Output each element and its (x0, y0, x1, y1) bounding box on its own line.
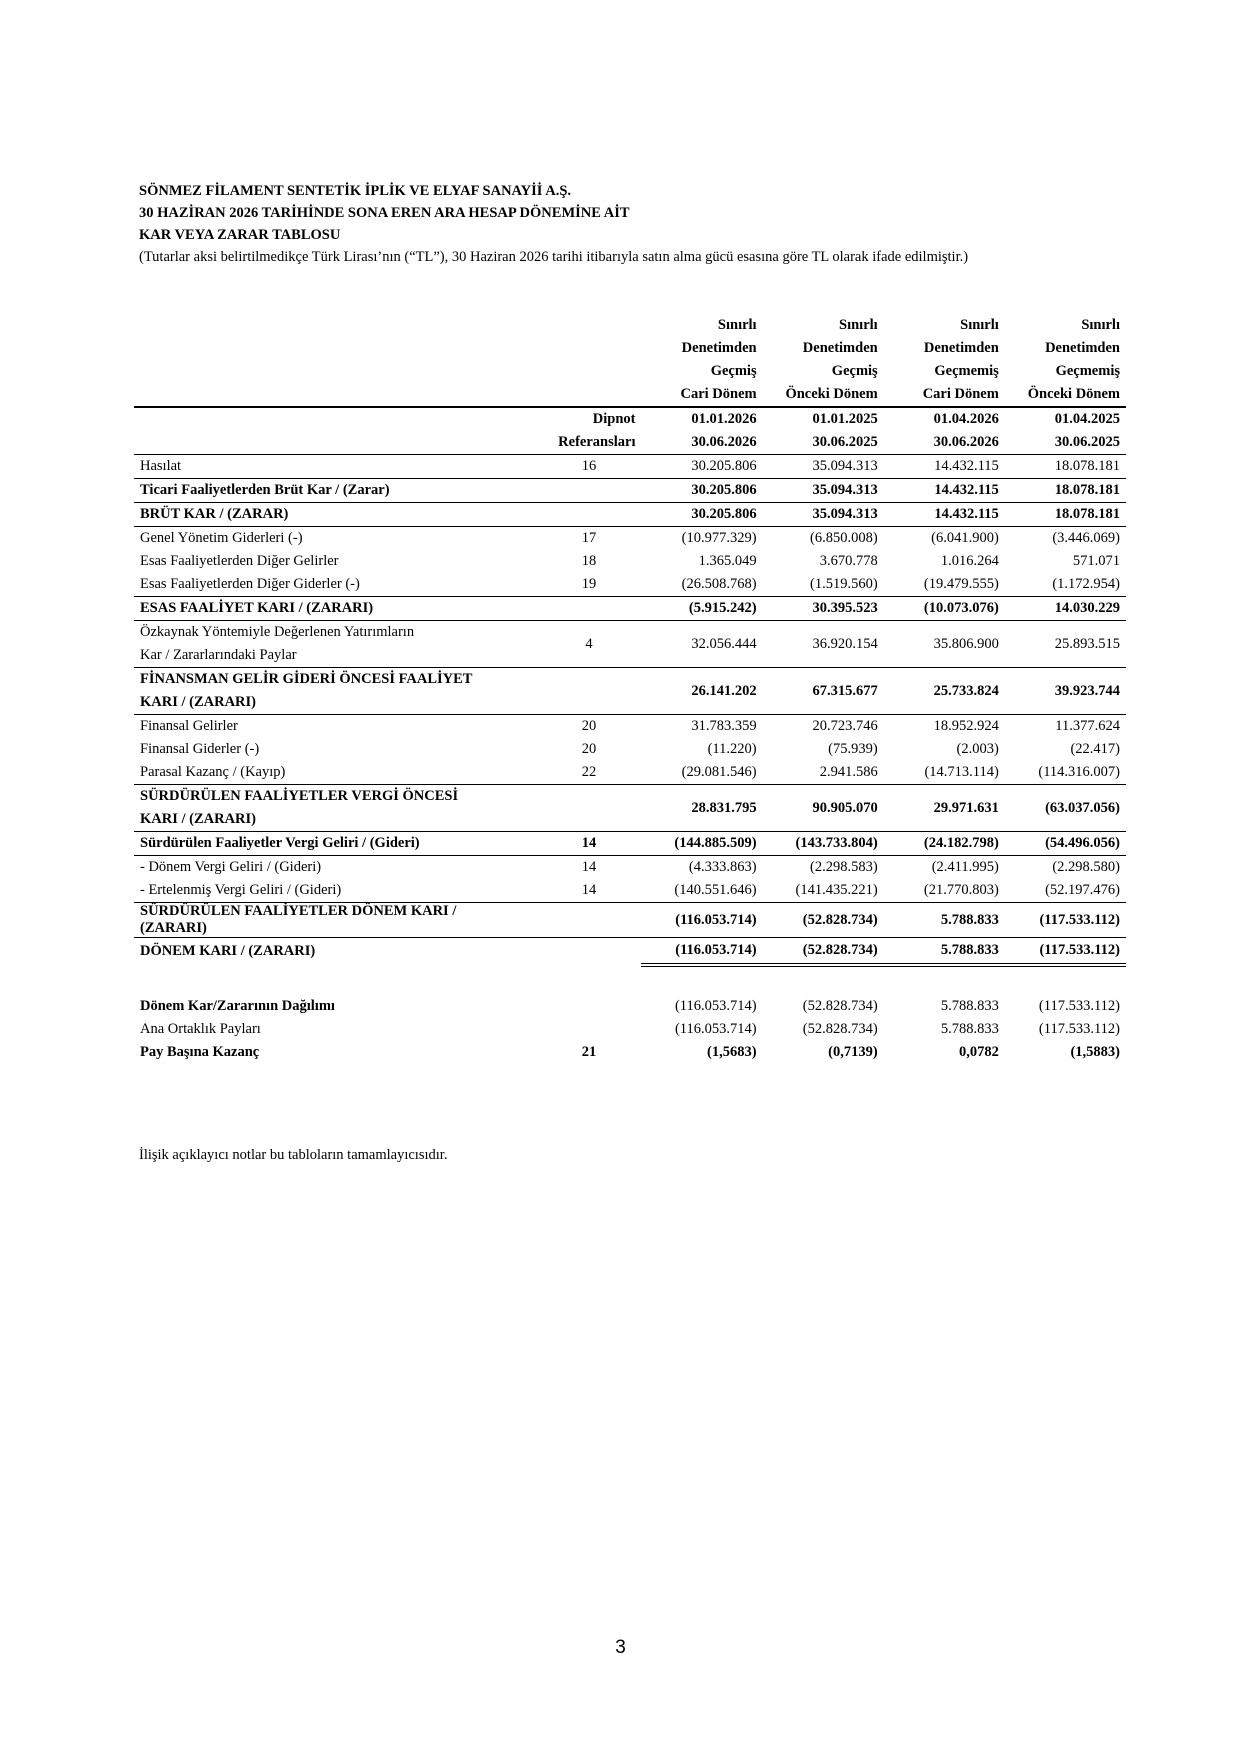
column-header-row (134, 314, 1126, 407)
statement-title: KAR VEYA ZARAR TABLOSU (139, 227, 341, 243)
table-row: - Ertelenmiş Vergi Geliri / (Gideri) 14 (140.551.646) (141.435.221) (21.770.803) (52.197.476) (140, 882, 1120, 898)
table-row: Finansal Giderler (-) 20 (11.220) (75.939) (2.003) (22.417) (140, 741, 1120, 757)
table-row: Sürdürülen Faaliyetler Vergi Geliri / (Gideri) 14 (144.885.509) (143.733.804) (24.182.798) (54.496.056) (134, 832, 1126, 856)
period-end: 30.06.2025 (812, 434, 878, 450)
footnote: İlişik açıklayıcı notlar bu tabloların tamamlayıcısıdır. (139, 1147, 448, 1163)
table-row: ESAS FAALİYET KARI / (ZARARI) (5.915.242) 30.395.523 (10.073.076) 14.030.229 (134, 597, 1126, 621)
period-start: 01.04.2026 (884, 407, 1005, 431)
table-row: Hasılat 16 30.205.806 35.094.313 14.432.115 18.078.181 (134, 455, 1126, 479)
page-number: 3 (615, 1637, 626, 1658)
table-row: Özkaynak Yöntemiyle Değerlenen Yatırımların Kar / Zararlarındaki Paylar 4 32.056.444 36.920.154 35.806.900 25.893.515 (134, 621, 1126, 668)
column-header: Sınırlı Denetimden Geçmiş Önceki Dönem (785, 317, 878, 402)
table-row: Esas Faaliyetlerden Diğer Gelirler 18 1.365.049 3.670.778 1.016.264 571.071 (140, 553, 1120, 569)
table-row: Pay Başına Kazanç 21 (1,5683) (0,7139) 0,0782 (1,5883) (140, 1043, 1120, 1060)
period-end: 30.06.2025 (1054, 434, 1120, 450)
table-row: DÖNEM KARI / (ZARARI) (116.053.714) (52.828.734) 5.788.833 (117.533.112) (134, 938, 1126, 965)
period-end-row (134, 431, 1126, 455)
column-header: Sınırlı Denetimden Geçmiş Cari Dönem (680, 317, 757, 402)
company-name: SÖNMEZ FİLAMENT SENTETİK İPLİK VE ELYAF SANAYİİ A.Ş. (139, 183, 572, 199)
ref-header: Referansları (558, 434, 636, 450)
document-header (139, 180, 1119, 268)
table-row: SÜRDÜRÜLEN FAALİYETLER VERGİ ÖNCESİ KARI / (ZARARI) 28.831.795 90.905.070 29.971.631 (63.037.056) (134, 785, 1126, 832)
period-end: 30.06.2026 (691, 434, 757, 450)
period-end: 30.06.2026 (933, 434, 999, 450)
table-row: Finansal Gelirler 20 31.783.359 20.723.746 18.952.924 11.377.624 (134, 715, 1126, 739)
income-statement-table (134, 314, 1126, 1064)
table-row: FİNANSMAN GELİR GİDERİ ÖNCESİ FAALİYET KARI / (ZARARI) 26.141.202 67.315.677 25.733.824 39.923.744 (134, 668, 1126, 715)
table-row: Ticari Faaliyetlerden Brüt Kar / (Zarar) 30.205.806 35.094.313 14.432.115 18.078.181 (134, 479, 1126, 503)
period-start-row (134, 407, 1126, 431)
table-row: Ana Ortaklık Payları (116.053.714) (52.828.734) 5.788.833 (117.533.112) (140, 1020, 1120, 1037)
table-row: SÜRDÜRÜLEN FAALİYETLER DÖNEM KARI / (ZARARI) (116.053.714) (52.828.734) 5.788.833 (117.533.112) (134, 903, 1126, 938)
period-title: 30 HAZİRAN 2026 TARİHİNDE SONA EREN ARA HESAP DÖNEMİNE AİT (139, 205, 630, 221)
period-start: 01.04.2025 (1005, 407, 1126, 431)
currency-note: (Tutarlar aksi belirtilmedikçe Türk Lirası’nın (“TL”), 30 Haziran 2026 tarihi itibarıyla satın alma gücü esasına göre TL olarak ifade edilmiştir.) (139, 249, 969, 265)
table-row: Dönem Kar/Zararının Dağılımı (116.053.714) (52.828.734) 5.788.833 (117.533.112) (140, 997, 1120, 1014)
table-row: Genel Yönetim Giderleri (-) 17 (10.977.329) (6.850.008) (6.041.900) (3.446.069) (134, 527, 1126, 551)
period-start: 01.01.2026 (641, 407, 762, 431)
table-row: Esas Faaliyetlerden Diğer Giderler (-) 19 (26.508.768) (1.519.560) (19.479.555) (1.172.954) (140, 576, 1120, 592)
ref-header: Dipnot (536, 407, 641, 431)
column-header: Sınırlı Denetimden Geçmemiş Cari Dönem (922, 317, 999, 402)
table-row: - Dönem Vergi Geliri / (Gideri) 14 (4.333.863) (2.298.583) (2.411.995) (2.298.580) (134, 856, 1126, 880)
table-row: Parasal Kazanç / (Kayıp) 22 (29.081.546) 2.941.586 (14.713.114) (114.316.007) (140, 764, 1120, 780)
column-header: Sınırlı Denetimden Geçmemiş Önceki Dönem (1027, 317, 1120, 402)
table-row: BRÜT KAR / (ZARAR) 30.205.806 35.094.313 14.432.115 18.078.181 (134, 503, 1126, 527)
period-start: 01.01.2025 (763, 407, 884, 431)
